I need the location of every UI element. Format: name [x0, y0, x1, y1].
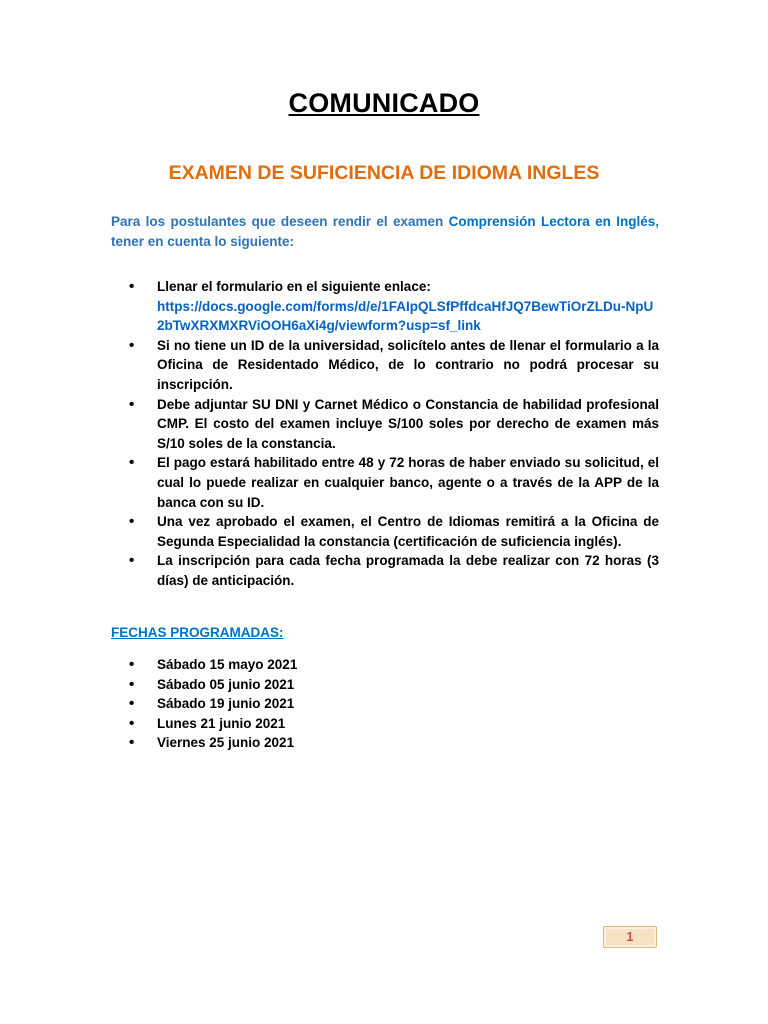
date-item: • Sábado 05 junio 2021	[133, 675, 297, 695]
intro-highlight: Comprensión Lectora en Inglés	[448, 213, 656, 229]
intro-text-before: Para los postulantes que deseen rendir el examen	[111, 213, 449, 229]
requirements-list	[133, 277, 659, 591]
requirement-text: Debe adjuntar SU DNI y Carnet Médico o Constancia de habilidad profesional CMP. El costo del examen incluye S/100 soles por derecho de examen más S/10 soles de la constancia.	[157, 396, 659, 451]
requirement-item	[133, 336, 659, 395]
fechas-heading: FECHAS PROGRAMADAS:	[111, 625, 284, 640]
requirement-text: La inscripción para cada fecha programada la debe realizar con 72 horas (3 días) de anticipación.	[157, 553, 659, 588]
requirement-item	[133, 277, 659, 336]
intro-text-after: , tener en cuenta lo siguiente:	[111, 213, 659, 249]
requirement-text: Si no tiene un ID de la universidad, solicítelo antes de llenar el formulario a la Oficina de Residentado Médico, de lo contrario no podrá procesar su inscripción.	[157, 337, 659, 392]
date-item: • Lunes 21 junio 2021	[133, 714, 297, 734]
exam-subtitle: EXAMEN DE SUFICIENCIA DE IDIOMA INGLES	[168, 162, 600, 184]
page-number-badge: 1	[603, 926, 657, 948]
requirement-item	[133, 453, 659, 512]
requirement-text: El pago estará habilitado entre 48 y 72 horas de haber enviado su solicitud, el cual lo puede realizar en cualquier banco, agente o a través de la APP de la banca con su ID.	[157, 455, 659, 510]
dates-list	[133, 655, 297, 753]
requirement-item	[133, 395, 659, 454]
date-item: • Sábado 19 junio 2021	[133, 694, 297, 714]
intro-paragraph	[111, 212, 659, 252]
date-item: • Viernes 25 junio 2021	[133, 733, 297, 753]
requirement-text: Llenar el formulario en el siguiente enlace:	[157, 279, 431, 294]
date-item: • Sábado 15 mayo 2021	[133, 655, 297, 675]
requirement-text: Una vez aprobado el examen, el Centro de Idiomas remitirá a la Oficina de Segunda Especialidad la constancia (certificación de suficiencia inglés).	[157, 514, 659, 549]
page-title: COMUNICADO	[288, 88, 480, 118]
requirement-item	[133, 512, 659, 551]
form-link[interactable]: https://docs.google.com/forms/d/e/1FAIpQLSfPffdcaHfJQ7BewTiOrZLDu-NpU2bTwXRXMXRViOOH6aXi4g/viewform?usp=sf_link	[157, 298, 654, 334]
requirement-item	[133, 551, 659, 590]
